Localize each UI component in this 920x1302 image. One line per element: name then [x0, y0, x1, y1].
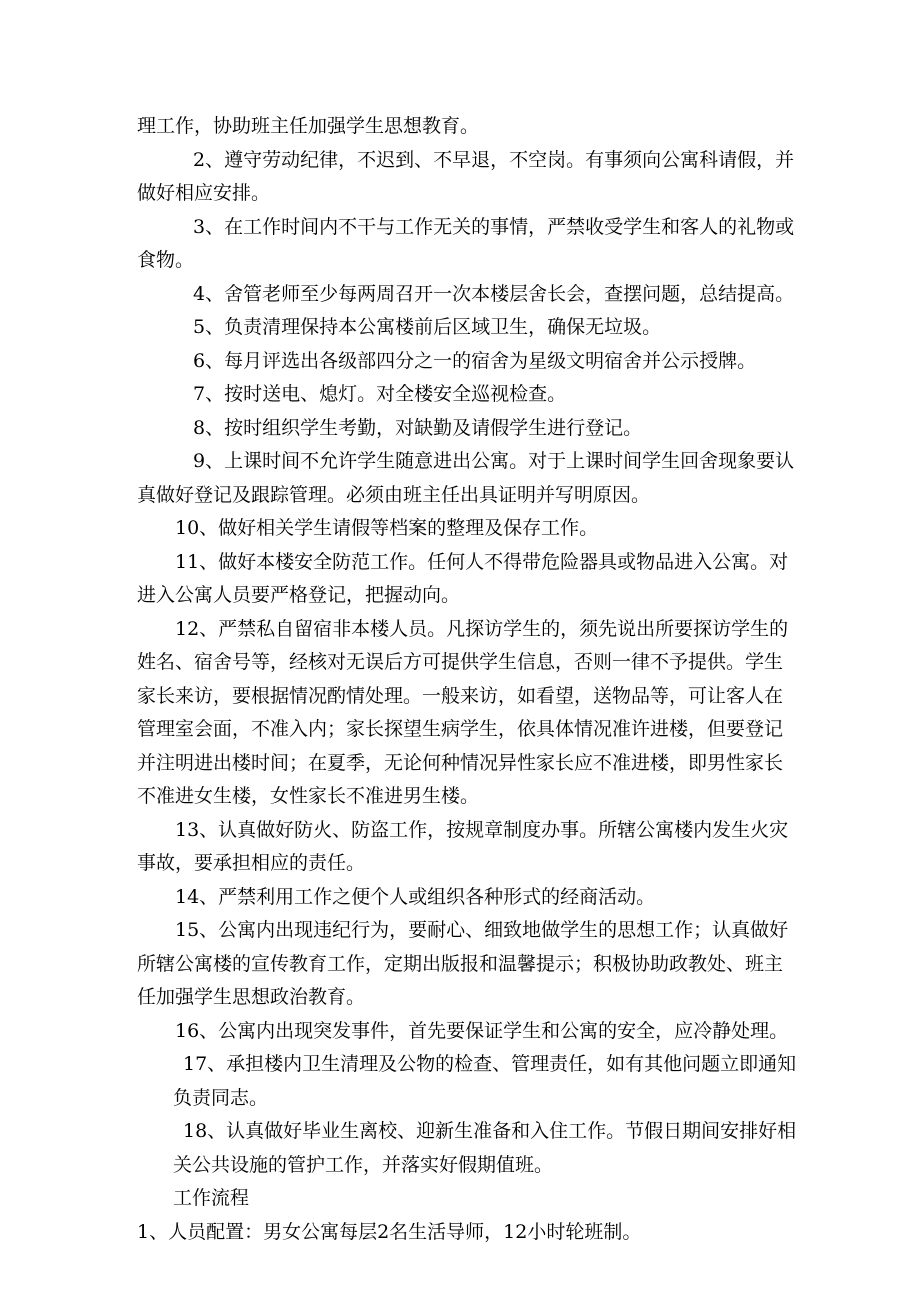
- paragraph-item-2: 2、遵守劳动纪律，不迟到、不早退，不空岗。有事须向公寓科请假，并做好相应安排。: [137, 148, 795, 204]
- paragraph-item-15: 15、公寓内出现违纪行为，要耐心、细致地做学生的思想工作；认真做好所辖公寓楼的宣传教育工作，定期出版报和温馨提示；积极协助政教处、班主任加强学生思想政治教育。: [137, 919, 789, 1008]
- document-body: [137, 110, 797, 1249]
- paragraph-item-9: 9、上课时间不允许学生随意进出公寓。对于上课时间学生回舍现象要认真做好登记及跟踪管理。必须由班主任出具证明并写明原因。: [137, 450, 795, 506]
- paragraph-item-17: 17、承担楼内卫生清理及公物的检查、管理责任，如有其他问题立即通知负责同志。: [173, 1053, 797, 1109]
- paragraph-item-7: 7、按时送电、熄灯。对全楼安全巡视检查。: [193, 383, 567, 405]
- paragraph-item-14: 14、严禁利用工作之便个人或组织各种形式的经商活动。: [175, 885, 656, 908]
- paragraph-item-8: 8、按时组织学生考勤，对缺勤及请假学生进行登记。: [193, 416, 643, 439]
- section-heading-workflow: 工作流程: [173, 1187, 250, 1209]
- paragraph-item-18: 18、认真做好毕业生离校、迎新生准备和入住工作。节假日期间安排好相关公共设施的管护工作，并落实好假期值班。: [173, 1120, 797, 1176]
- paragraph-item-5: 5、负责清理保持本公寓楼前后区域卫生，确保无垃圾。: [193, 316, 662, 338]
- paragraph-item-10: 10、做好相关学生请假等档案的整理及保存工作。: [175, 517, 599, 539]
- paragraph-workflow-item-1: 1、人员配置：男女公寓每层2名生活导师，12小时轮班制。: [137, 1220, 642, 1243]
- paragraph-item-13: 13、认真做好防火、防盗工作，按规章制度办事。所辖公寓楼内发生火灾事故，要承担相应的责任。: [137, 818, 789, 874]
- paragraph-item-4: 4、舍管老师至少每两周召开一次本楼层舍长会，查摆问题，总结提高。: [193, 282, 795, 305]
- paragraph-item-11: 11、做好本楼安全防范工作。任何人不得带危险器具或物品进入公寓。对进入公寓人员要严格登记，把握动向。: [137, 550, 789, 606]
- paragraph-continuation: 理工作，协助班主任加强学生思想教育。: [137, 115, 480, 137]
- paragraph-item-6: 6、每月评选出各级部四分之一的宿舍为星级文明宿舍并公示授牌。: [193, 349, 757, 372]
- paragraph-item-16: 16、公寓内出现突发事件，首先要保证学生和公寓的安全，应冷静处理。: [175, 1019, 789, 1042]
- paragraph-item-12: 12、严禁私自留宿非本楼人员。凡探访学生的，须先说出所要探访学生的姓名、宿舍号等，经核对无误后方可提供学生信息，否则一律不予提供。学生家长来访，要根据情况酌情处理。一般来访，如看望，送物品等，可让客人在管理室会面，不准入内；家长探望生病学生，依具体情况准许进楼，但要登记并注明进出楼时间；在夏季，无论何种情况异性家长应不准进楼，即男性家长不准进女生楼，女性家长不准进男生楼。: [137, 617, 789, 807]
- paragraph-item-3: 3、在工作时间内不干与工作无关的事情，严禁收受学生和客人的礼物或食物。: [137, 215, 795, 271]
